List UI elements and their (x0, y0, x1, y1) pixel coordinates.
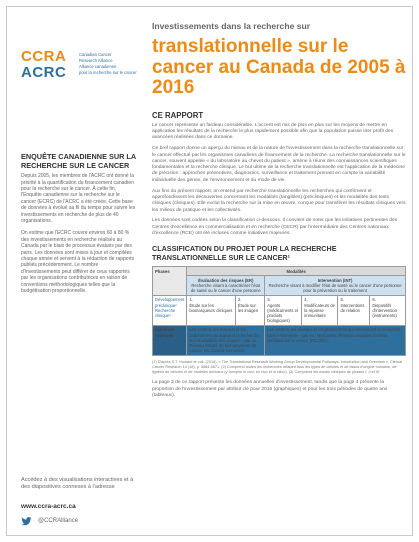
left-column (21, 153, 136, 301)
survey-paragraph-2: On estime que l'ECRC couvre environ 60 à 80 % des investissements en recherche réalisés au Canada par le biais de processus évalués par des pairs. Les données sont mises à jour et compilées chaque année et servent à la rédaction de rapports publiés précédemment. Le nombre d'investissements peut différer de ceux rapportés par les organisations contributrices en raison de conventions méthodologiques telles que la budgétisation proportionnelle. (21, 230, 135, 295)
table-row (153, 295, 406, 325)
table-cell: 4. Modificateurs de la réponse immunitaire (302, 295, 338, 325)
website-link[interactable]: www.ccra-acrc.ca (21, 503, 76, 510)
classification-table (152, 266, 406, 356)
table-cell: 1. Étude sur les biomarqueurs cliniques (187, 295, 236, 325)
logo-line-2: ACRC (21, 64, 67, 81)
intervention-title: Intervention (INT) (317, 277, 353, 283)
report-heading: CE RAPPORT (152, 110, 204, 120)
access-text: Accédez à des visualisations interactives et à des diapositives connexes à l'adresse (21, 477, 134, 490)
risk-assessment-title: Évaluation des risques (ER) (198, 277, 254, 283)
survey-heading: ENQUÊTE CANADIENNE SUR LA RECHERCHE SUR LE CANCER (21, 152, 136, 170)
intervention-desc: Recherche visant à modifier l'état de santé ou le cancer d'une personne pour la prévention ou le traitement (268, 283, 402, 294)
survey-paragraph-1: Depuis 2005, les membres de l'ACRC ont donné la priorité à la quantification du financement canadien pour la recherche sur le cancer. À cette fin, l'Enquête canadienne sur la recherche sur le cancer (ECRC) de l'ACRC a été créée. Cette base de données à évolué au fil du temps pour suivre les investissements en recherche de plus de 40 organisations. (21, 173, 136, 225)
table-row (153, 276, 406, 296)
ccra-logo (21, 49, 141, 83)
report-paragraph-1: Le cancer représente un fardeau considérable. L'accent est mis de plus en plus sur les moyens de mettre en application les résultats de la recherche le plus rapidement possible afin que la population puisse tirer profit des avancées réalisées dans ce domaine. (152, 122, 394, 141)
intervention-header (265, 276, 406, 296)
twitter-handle[interactable] (21, 515, 78, 527)
table-row (153, 325, 406, 355)
phases-header: Phases (153, 267, 187, 296)
logo-text-fr-1: Alliance canadienne (79, 64, 117, 69)
major-initiatives-label: Initiatives majeures (153, 325, 187, 355)
closing-paragraph: La page 3 de ce rapport présente les données annuelles d'investissement, tandis que la page 4 présente la proportion de l'investissement par attribut clé pour 2016 (graphiques) et pour les trois périodes de quatre ans (tableaux). (152, 380, 388, 398)
logo-line-1: CCRA (21, 48, 67, 65)
development-label: Développement préclinique² Recherche clinique³ (153, 295, 187, 325)
logo-mark (21, 49, 75, 83)
classification-heading: CLASSIFICATION DU PROJET POUR LA RECHERCHE TRANSLATIONNELLE SUR LE CANCER¹ (152, 244, 337, 262)
document-page (6, 6, 413, 536)
logo-text-en-1: Canadian Cancer (79, 52, 112, 57)
risk-assessment-header (187, 276, 265, 296)
right-column (152, 21, 406, 399)
logo-text-en-2: Research Alliance (79, 58, 113, 63)
table-cell: 5. Interventions de relation (338, 295, 370, 325)
report-paragraph-4: Les données sont codées selon la classification ci-dessous. Il convient de noter que les initiatives pertinentes des Centres d'excellence en commercialisation et en recherche (CECR) par l'intermédiaire des Centres nationaux d'excellence (RCE) ont été incluses comme initiatives majeures. (152, 218, 398, 237)
table-row (153, 267, 406, 276)
table-cell: Les centres, les réseaux et les plateformes qui appuient la recherche sur l'évaluation des risques – par ex., Réseau intégré de biomarqueurs du cancer, BC Clinical Genomics (187, 325, 265, 355)
report-paragraph-2: Ce bref rapport donne un aperçu du niveau et de la nature de l'investissement dans la recherche translationnelle sur le cancer effectué par les organismes canadiens de financement de la recherche. La recherche translationnelle sur le cancer, souvent appelée « du laboratoire au chevet du patient », amène à réunir des connaissances scientifiques fondamentales et la recherche clinique. Le but ultime de la recherche translationnelle est l'application de la médecine de précision : approches préventives, diagnostics, surveillance et traitement prenant en compte la variabilité individuelle des gènes, de l'environnement et du mode de vie. (152, 146, 406, 183)
page-title: translationnelle sur le cancer au Canada de 2005 à 2016 (152, 36, 406, 99)
twitter-label: @CCRAlliance (38, 518, 79, 524)
table-cell: 3. Agents (médicaments et produits biologiques) (265, 295, 302, 325)
table-cell: Les centres, les réseaux et les plateformes qui soutiennent la recherche interventionnelle – par ex., BioCanRx, Réseau canadien d'essais cliniques sur le cancer (RCCEC) (265, 325, 406, 355)
risk-assessment-desc: Recherche visant à caractériser l'état de santé ou le cancer d'une personne (190, 283, 261, 294)
table-cell: 2. Étude sur les images (235, 295, 264, 325)
table-cell: 6. Dispositifs d'intervention (instruments) (370, 295, 406, 325)
report-paragraph-3: Aux fins du présent rapport, on entend par recherche translationnelle les recherches qui confirment et approfondissent les découvertes concernant les modalités (tangibles) (précliniques) et les modalités des tests cliniques (cliniques). Elle exclut la recherche sur la mise en œuvre, conçue pour transférer les résultats cliniques vers les milieux de pratique et les collectivités. (152, 188, 406, 213)
header-subtitle: Investissements dans la recherche sur (152, 21, 311, 31)
logo-text-fr-2: pour la recherche sur le cancer (79, 70, 137, 75)
table-footnote: (1) D'après S.T. Howard et coll. (2016). » The Translational Research Working Group Developmental Pathways: Introduction and Overview ». Clinical Cancer Research 14 (18), p. 5664-5671. (2) Comprend toutes les recherches utilisant tous les types de cellules et de tissus d'origine humaine, de lignées de cellules et de modèles animaux (y compris in vivo, ex vivo et in silico). (3) Comprend les essais cliniques de phases I, II et III. (152, 359, 403, 374)
modalities-header: Modalités (187, 267, 406, 276)
twitter-icon (21, 516, 32, 527)
logo-text (79, 52, 141, 76)
report-section (152, 111, 406, 238)
